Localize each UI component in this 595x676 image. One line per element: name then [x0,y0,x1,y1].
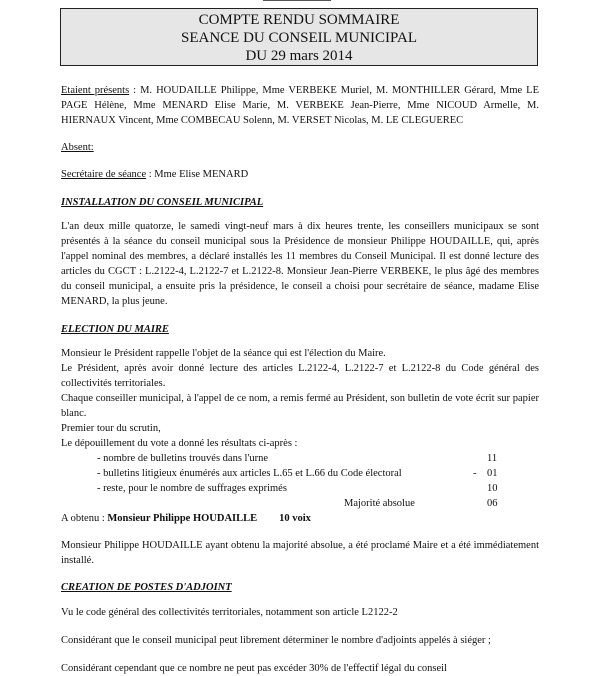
installation-heading: INSTALLATION DU CONSEIL MUNICIPAL [61,197,264,208]
page-top-mark [263,0,331,4]
adjoints-p1: Vu le code général des collectivités territoriales, notamment son article L2122-2 [61,607,398,618]
title-line-2: SEANCE DU CONSEIL MUNICIPAL [181,30,417,46]
election-result: Monsieur Philippe HOUDAILLE ayant obtenu la majorité absolue, a été proclamé Maire et a été immédiatement installé. [61,540,539,566]
result-row-label: - reste, pour le nombre de suffrages exprimés [97,483,287,494]
majorite-row [61,496,539,511]
majorite-value: 06 [487,498,498,509]
election-p5: Le dépouillement du vote a donné les résultats ci-après : [61,438,298,449]
result-row [61,451,539,466]
presents-paragraph [61,83,539,128]
result-row [61,466,539,481]
absent-label: Absent: [61,142,94,153]
secretaire-text: : Mme Elise MENARD [146,169,249,180]
result-row-dash: - [473,468,477,479]
title-line-3: DU 29 mars 2014 [245,48,353,64]
presents-label: Etaient présents [61,85,130,96]
obtenu-label: A obtenu : [61,513,108,524]
absent-line [61,140,539,155]
obtenu-votes: 10 voix [279,513,311,524]
result-row-label: - bulletins litigieux énumérés aux articles L.65 et L.66 du Code électoral [97,468,402,479]
election-p3: Chaque conseiller municipal, à l'appel de ce nom, a remis fermé au Président, son bulletin de vote écrit sur papier blanc. [61,393,539,419]
majorite-label: Majorité absolue [344,498,415,509]
title-line-1: COMPTE RENDU SOMMAIRE [198,12,400,28]
election-p2: Le Président, après avoir donné lecture des articles L.2122-4, L.2122-7 et L.2122-8 du Code général des collectivités territoriales. [61,363,539,389]
adjoints-p3: Considérant cependant que ce nombre ne peut pas excéder 30% de l'effectif légal du conseil [61,663,447,674]
election-heading: ELECTION DU MAIRE [61,324,169,335]
election-p4: Premier tour du scrutin, [61,423,161,434]
result-row-value: 11 [487,453,498,464]
adjoints-heading: CREATION DE POSTES D'ADJOINT [61,582,232,593]
result-row [61,481,539,496]
result-row-label: - nombre de bulletins trouvés dans l'urne [97,453,269,464]
election-p1: Monsieur le Président rappelle l'objet de la séance qui est l'élection du Maire. [61,348,386,359]
obtenu-line [61,511,539,526]
obtenu-name: Monsieur Philippe HOUDAILLE [107,513,258,524]
result-row-value: 01 [487,468,498,479]
secretaire-line [61,167,539,182]
adjoints-p2: Considérant que le conseil municipal peut librement déterminer le nombre d'adjoints appelés à siéger ; [61,635,491,646]
secretaire-label: Secrétaire de séance [61,169,147,180]
presents-text: : M. HOUDAILLE Philippe, Mme VERBEKE Muriel, M. MONTHILLER Gérard, Mme LE PAGE Hélène, Mme MENARD Elise Marie, M. VERBEKE Jean-Pierre, Mme NICOUD Armelle, M. HIERNAUX Vincent, Mme COMBECAU Solenn, M. VERSET Nicolas, M. LE CLEGUEREC [61,85,539,126]
installation-paragraph: L'an deux mille quatorze, le samedi vingt-neuf mars à dix heures trente, les conseillers municipaux se sont présentés à la séance du conseil municipal sous la Présidence de monsieur Philippe HOUDAILLE, qui, après l'appel nominal des membres, a déclaré installés les 11 membres du Conseil Municipal. Il est donné lecture des articles du CGCT : L.2122-4, L.2122-7 et L.2122-8. Monsieur Jean-Pierre VERBEKE, le plus âgé des membres du conseil municipal, a ensuite pris la présidence, le conseil a choisi pour secrétaire de séance, madame Elise MENARD, la plus jeune. [61,221,539,307]
document-body [61,83,539,676]
result-row-value: 10 [487,483,498,494]
document-title-box [60,8,538,66]
